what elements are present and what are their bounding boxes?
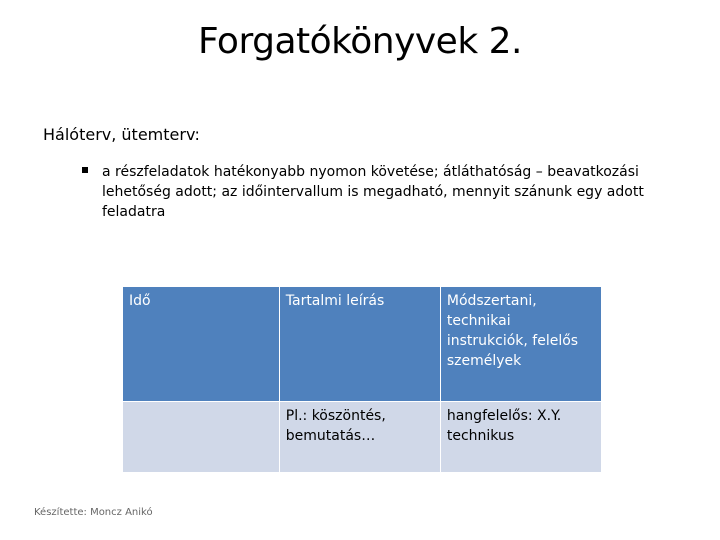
table-row [123, 402, 602, 473]
cell-content-description: Pl.: köszöntés, bemutatás… [279, 402, 440, 473]
cell-methodology: hangfelelős: X.Y. technikus [440, 402, 601, 473]
bullet-list [82, 162, 682, 222]
bullet-text: a részfeladatok hatékonyabb nyomon követése; átláthatóság – beavatkozási lehetőség adott; az időintervallum is megadható, mennyit szánunk egy adott feladatra [102, 164, 644, 220]
header-methodology: Módszertani, technikai instrukciók, felelős személyek [440, 287, 601, 402]
cell-time [123, 402, 280, 473]
table-header-row [123, 287, 602, 402]
header-time: Idő [123, 287, 280, 402]
section-heading: Hálóterv, ütemterv: [43, 125, 200, 144]
schedule-table [122, 286, 602, 473]
author-footer: Készítette: Moncz Anikó [34, 507, 153, 518]
square-bullet-icon [82, 167, 88, 173]
slide-title: Forgatókönyvek 2. [198, 21, 522, 62]
header-content-description: Tartalmi leírás [279, 287, 440, 402]
